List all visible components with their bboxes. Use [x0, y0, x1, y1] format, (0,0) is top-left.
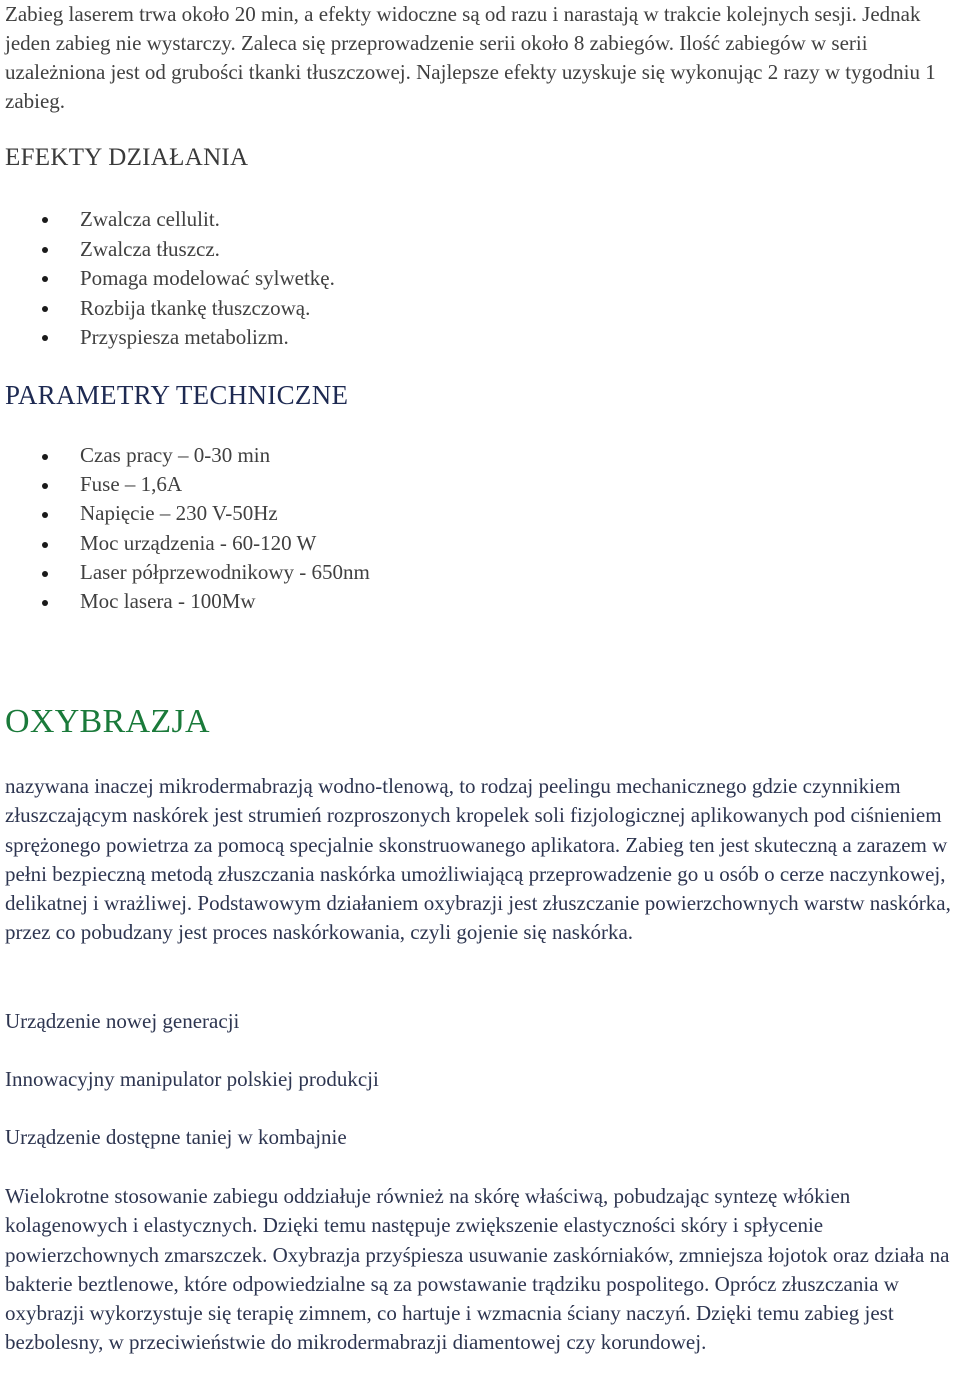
- intro-paragraph: Zabieg laserem trwa około 20 min, a efekty widoczne są od razu i narastają w trakcie kolejnych sesji. Jednak jeden zabieg nie wystarczy. Zaleca się przeprowadzenie serii około 8 zabiegów. Ilość zabiegów w serii uzależniona jest od grubości tkanki tłuszczowej. Najlepsze efekty uzyskuje się wykonując 2 razy w tygodniu 1 zabieg.: [5, 2, 936, 113]
- bullet-icon: [42, 600, 48, 606]
- feature-line-2: Innowacyjny manipulator polskiej produkcji: [5, 1067, 379, 1091]
- list-item: [0, 558, 900, 587]
- list-item-text: Zwalcza tłuszcz.: [80, 236, 220, 261]
- list-item: [0, 323, 900, 353]
- feature-line-3: Urządzenie dostępne taniej w kombajnie: [5, 1125, 347, 1149]
- list-item-text: Zwalcza cellulit.: [80, 207, 220, 231]
- bullet-icon: [42, 542, 48, 548]
- list-item-text: Laser półprzewodnikowy - 650nm: [80, 559, 370, 584]
- list-item-text: Moc urządzenia - 60-120 W: [80, 530, 317, 555]
- list-item: [0, 441, 900, 470]
- list-item-text: Pomaga modelować sylwetkę.: [80, 266, 335, 290]
- efekty-heading: EFEKTY DZIAŁANIA: [5, 144, 249, 171]
- list-item: [0, 529, 900, 558]
- list-item-text: Fuse – 1,6A: [80, 472, 183, 497]
- feature-line-1: Urządzenie nowej generacji: [5, 1009, 240, 1033]
- bullet-icon: [42, 217, 48, 223]
- list-item: [0, 205, 900, 235]
- list-item-text: Napięcie – 230 V-50Hz: [80, 501, 278, 526]
- bullet-icon: [42, 276, 48, 282]
- list-item-text: Rozbija tkankę tłuszczową.: [80, 295, 311, 320]
- efekty-list: [0, 205, 900, 353]
- oxybrazja-heading: OXYBRAZJA: [5, 703, 210, 740]
- list-item: [0, 470, 900, 499]
- bullet-icon: [42, 571, 48, 577]
- list-item: [0, 499, 900, 528]
- oxybrazja-paragraph: nazywana inaczej mikrodermabrazją wodno-tlenową, to rodzaj peelingu mechanicznego gdzie czynnikiem złuszczającym naskórek jest strumień rozproszonych kropelek soli fizjologicznej aplikowanych pod ciśnieniem sprężonego powietrza za pomocą specjalnie skonstruowanego aplikatora. Zabieg ten jest skuteczną a zarazem w pełni bezpieczną metodą złuszczania naskórka umożliwiającą przeprowadzenie go u osób o cerze naczynkowej, delikatnej i wrażliwej. Podstawowym działaniem oxybrazji jest złuszczanie powierzchownych warstw naskórka, przez co pobudzany jest proces naskórkowania, czyli gojenie się naskórka.: [5, 774, 951, 945]
- bullet-icon: [42, 247, 48, 253]
- effects-paragraph: Wielokrotne stosowanie zabiegu oddziałuje również na skórę właściwą, pobudzając syntezę włókien kolagenowych i elastycznych. Dzięki temu następuje zwiększenie elastyczności skóry i spłycenie powierzchownych zmarszczek. Oxybrazja przyśpiesza usuwanie zaskórniaków, zmniejsza łojotok oraz działa na bakterie beztlenowe, które odpowiedzialne są za powstawanie trądziku pospolitego. Oprócz złuszczania w oxybrazji wykorzystuje się terapię zimnem, co hartuje i wzmacnia ściany naczyń. Dzięki temu zabieg jest bezbolesny, w przeciwieństwie do mikrodermabrazji diamentowej czy korundowej.: [5, 1184, 950, 1355]
- list-item: [0, 235, 900, 265]
- parametry-heading: PARAMETRY TECHNICZNE: [5, 380, 349, 410]
- bullet-icon: [42, 454, 48, 460]
- list-item: [0, 294, 900, 324]
- bullet-icon: [42, 335, 48, 341]
- list-item-text: Moc lasera - 100Mw: [80, 588, 256, 613]
- bullet-icon: [42, 512, 48, 518]
- bullet-icon: [42, 483, 48, 489]
- list-item-text: Czas pracy – 0-30 min: [80, 443, 271, 467]
- parametry-list: [0, 441, 900, 616]
- list-item: [0, 264, 900, 294]
- list-item-text: Przyspiesza metabolizm.: [80, 325, 289, 349]
- list-item: [0, 587, 900, 616]
- bullet-icon: [42, 306, 48, 312]
